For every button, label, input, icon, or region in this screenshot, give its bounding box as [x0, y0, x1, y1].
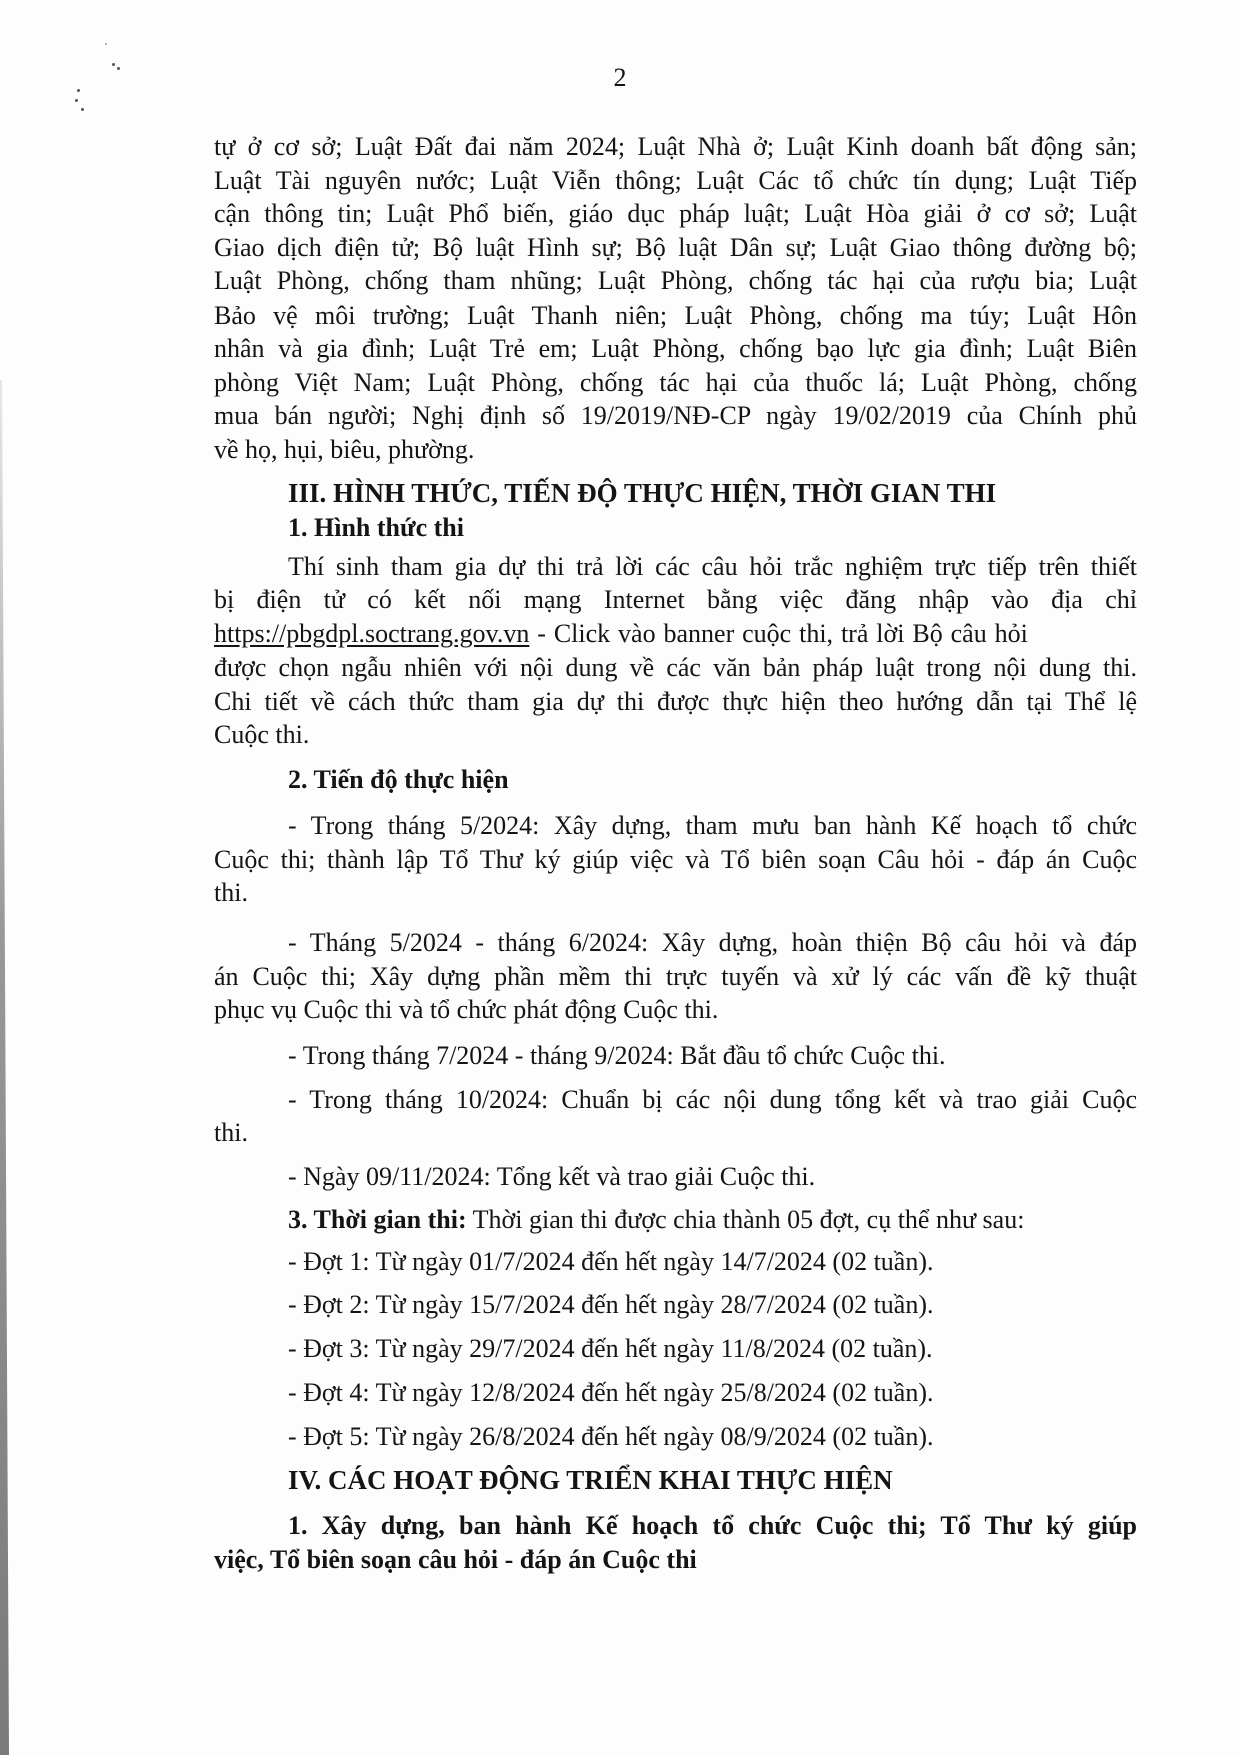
section-heading-iv: IV. CÁC HOẠT ĐỘNG TRIỂN KHAI THỰC HIỆN — [288, 1465, 893, 1495]
link-trailing-text: - Click vào banner cuộc thi, trả lời Bộ câu hỏi — [529, 619, 1028, 648]
schedule-item-line: phục vụ Cuộc thi và tổ chức phát động Cuộc thi. — [214, 995, 719, 1024]
schedule-item-line: thi. — [214, 878, 248, 907]
paragraph-line: Cuộc thi. — [214, 720, 310, 749]
paragraph-line: Chi tiết về cách thức tham gia dự thi được thực hiện theo hướng dẫn tại Thể lệ — [214, 687, 1137, 716]
paragraph-line: Thí sinh tham gia dự thi trả lời các câu hỏi trắc nghiệm trực tiếp trên thiết — [288, 552, 1137, 581]
scan-speck — [105, 43, 107, 45]
schedule-item-line: án Cuộc thi; Xây dựng phần mềm thi trực tuyến và xử lý các vấn đề kỹ thuật — [214, 962, 1137, 991]
paragraph-line: Giao dịch điện tử; Bộ luật Hình sự; Bộ luật Dân sự; Luật Giao thông đường bộ; — [214, 233, 1137, 262]
paragraph-line: cận thông tin; Luật Phổ biến, giáo dục pháp luật; Luật Hòa giải ở cơ sở; Luật — [214, 199, 1137, 228]
scan-speck — [75, 99, 78, 102]
paragraph-line: Bảo vệ môi trường; Luật Thanh niên; Luật Phòng, chống ma túy; Luật Hôn — [214, 301, 1137, 330]
exam-round: - Đợt 2: Từ ngày 15/7/2024 đến hết ngày 28/7/2024 (02 tuần). — [288, 1290, 934, 1319]
paragraph-line: Luật Tài nguyên nước; Luật Viễn thông; Luật Các tổ chức tín dụng; Luật Tiếp — [214, 166, 1137, 195]
contest-website-link[interactable]: https://pbgdpl.soctrang.gov.vn — [214, 619, 530, 648]
exam-round: - Đợt 5: Từ ngày 26/8/2024 đến hết ngày 08/9/2024 (02 tuần). — [288, 1422, 934, 1451]
schedule-item-line: - Trong tháng 7/2024 - tháng 9/2024: Bắt đầu tổ chức Cuộc thi. — [288, 1041, 946, 1070]
schedule-item-line: - Trong tháng 5/2024: Xây dựng, tham mưu ban hành Kế hoạch tổ chức — [288, 811, 1137, 840]
paragraph-line: mua bán người; Nghị định số 19/2019/NĐ-CP ngày 19/02/2019 của Chính phủ — [214, 401, 1137, 430]
paragraph-line: phòng Việt Nam; Luật Phòng, chống tác hại của thuốc lá; Luật Phòng, chống — [214, 368, 1137, 397]
subsection-heading: 1. Hình thức thi — [288, 513, 464, 542]
page-number: 2 — [613, 63, 627, 92]
scan-speck — [81, 108, 84, 111]
exam-time-line — [288, 1204, 1137, 1236]
paragraph-line: được chọn ngẫu nhiên với nội dung về các văn bản pháp luật trong nội dung thi. — [214, 653, 1137, 682]
exam-round: - Đợt 4: Từ ngày 12/8/2024 đến hết ngày 25/8/2024 (02 tuần). — [288, 1378, 934, 1407]
paragraph-line: tự ở cơ sở; Luật Đất đai năm 2024; Luật Nhà ở; Luật Kinh doanh bất động sản; — [214, 132, 1137, 161]
schedule-item-line: thi. — [214, 1118, 248, 1147]
exam-round: - Đợt 3: Từ ngày 29/7/2024 đến hết ngày 11/8/2024 (02 tuần). — [288, 1334, 933, 1363]
subsection-heading: 3. Thời gian thi: — [288, 1205, 467, 1234]
exam-round: - Đợt 1: Từ ngày 01/7/2024 đến hết ngày 14/7/2024 (02 tuần). — [288, 1247, 934, 1276]
schedule-item-line: - Tháng 5/2024 - tháng 6/2024: Xây dựng, hoàn thiện Bộ câu hỏi và đáp — [288, 928, 1137, 957]
exam-time-intro: Thời gian thi được chia thành 05 đợt, cụ thể như sau: — [466, 1205, 1025, 1234]
subsection-heading: 1. Xây dựng, ban hành Kế hoạch tổ chức Cuộc thi; Tổ Thư ký giúp — [288, 1511, 1137, 1540]
paragraph-line — [214, 618, 1137, 650]
subsection-heading: việc, Tổ biên soạn câu hỏi - đáp án Cuộc thi — [214, 1545, 697, 1574]
section-heading-iii: III. HÌNH THỨC, TIẾN ĐỘ THỰC HIỆN, THỜI GIAN THI — [288, 478, 997, 508]
paragraph-line: bị điện tử có kết nối mạng Internet bằng việc đăng nhập vào địa chỉ — [214, 585, 1137, 614]
subsection-heading: 2. Tiến độ thực hiện — [288, 765, 509, 794]
schedule-item-line: Cuộc thi; thành lập Tổ Thư ký giúp việc và Tổ biên soạn Câu hỏi - đáp án Cuộc — [214, 845, 1137, 874]
paragraph-line: về họ, hụi, biêu, phường. — [214, 435, 475, 464]
schedule-item-line: - Ngày 09/11/2024: Tổng kết và trao giải Cuộc thi. — [288, 1162, 816, 1191]
schedule-item-line: - Trong tháng 10/2024: Chuẩn bị các nội dung tổng kết và trao giải Cuộc — [288, 1085, 1137, 1114]
scan-edge-shadow — [0, 380, 9, 1755]
paragraph-line: nhân và gia đình; Luật Trẻ em; Luật Phòng, chống bạo lực gia đình; Luật Biên — [214, 334, 1137, 363]
paragraph-line: Luật Phòng, chống tham nhũng; Luật Phòng, chống tác hại của rượu bia; Luật — [214, 266, 1137, 295]
